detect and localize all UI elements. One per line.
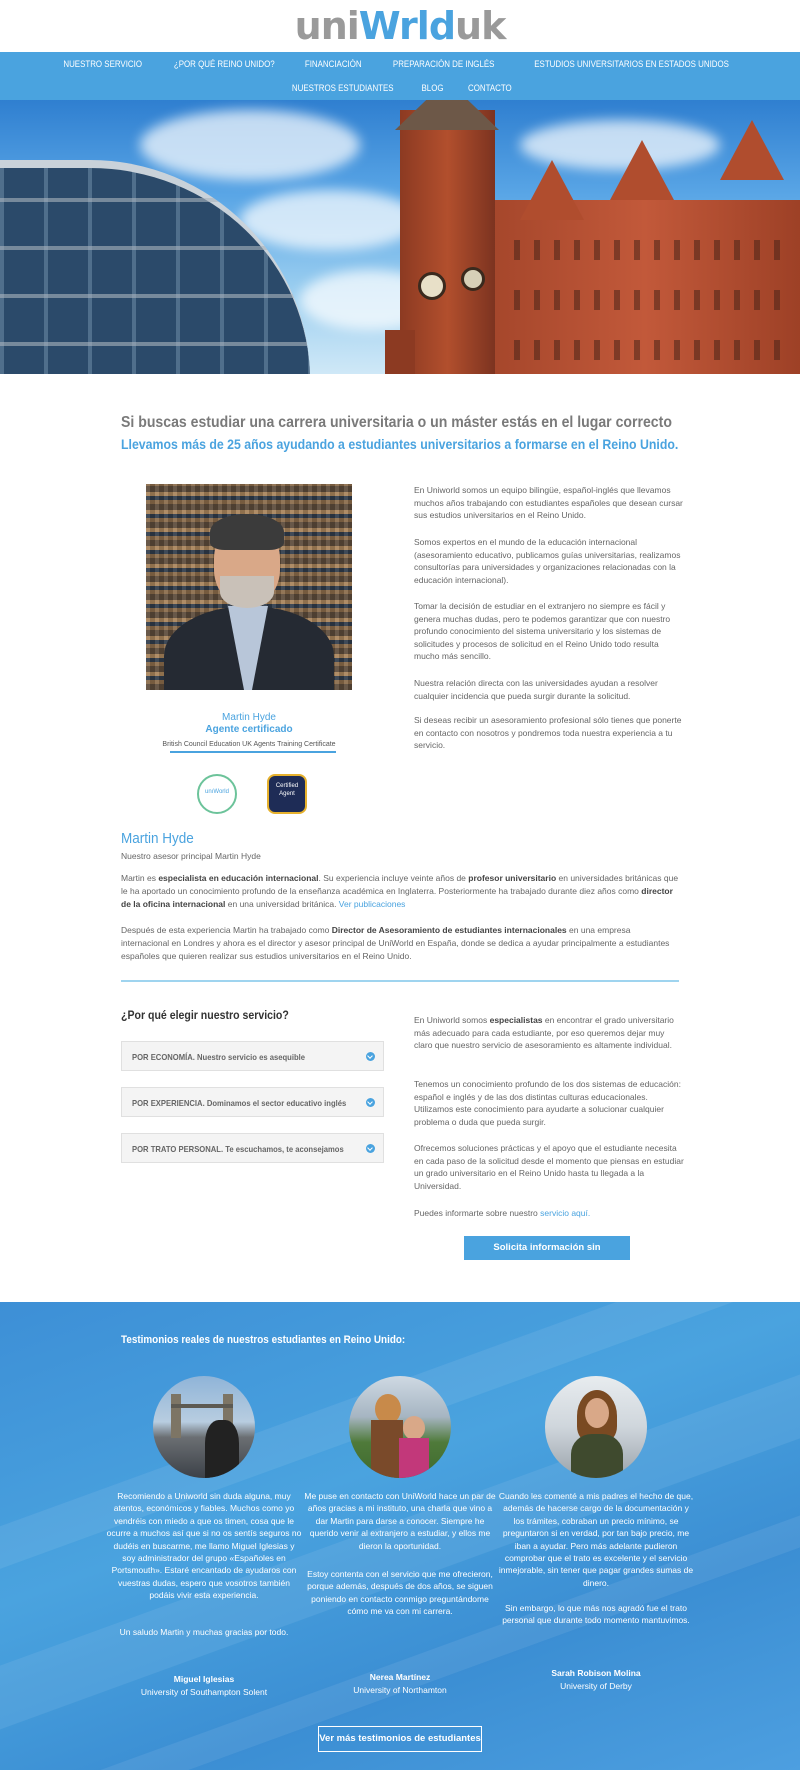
testimonials-section	[0, 1302, 800, 1770]
chevron-down-icon	[366, 1098, 375, 1107]
martin-subtitle: Nuestro asesor principal Martin Hyde	[121, 851, 261, 861]
nav-nuestro-servicio[interactable]: NUESTRO SERVICIO	[62, 59, 142, 69]
testimonial-photo-3	[545, 1376, 647, 1478]
nav-estudios-estados-unidos[interactable]: ESTUDIOS UNIVERSITARIOS EN ESTADOS UNIDOS	[534, 59, 730, 69]
accordion-experiencia[interactable]: POR EXPERIENCIA. Dominamos el sector educativo inglés	[121, 1087, 384, 1117]
testimonial-text-1: Recomiendo a Uniworld sin duda alguna, muy atentos, económicos y fiables. Muchos como yo vendréis con miedo a que os timen, cosa que le ocurre a muchos así que si no os sentís seguros no dudéis en buscarme, me llamo Miguel Iglesias y soy administrador del grupo «Españoles en Portsmouth». Estaré encantado de ayudaros con vuestras dudas, espero que vosotros también podáis vivir esta experiencia.	[106, 1491, 302, 1601]
certified-agent-badge-icon: Certified Agent	[267, 774, 307, 814]
martin-bio-1: Martin es especialista en educación internacional. Su experiencia incluye veinte años de profesor universitario en universidades británicas que le ha aportado un conocimiento profundo de la enseñanza académica en Inglaterra. Posteriormente ha trabajado durante diez años como director de la oficina internacional en una universidad británica. Ver publicaciones	[121, 873, 679, 909]
nav-por-que-reino-unido[interactable]: ¿POR QUÉ REINO UNIDO?	[173, 59, 275, 69]
ver-publicaciones-link[interactable]: Ver publicaciones	[338, 899, 406, 909]
testimonial-text-3: Cuando les comenté a mis padres el hecho de que, además de hacerse cargo de la documentación y los trámites, cobraban un precio mínimo, se preguntaron si en verdad, por tan bajo precio, me iban a ayudar. Pero más adelante pudieron comprobar que el trato es excelente y el servicio inmejorable, sin tener que pagar grandes sumas de dinero.	[498, 1491, 694, 1588]
site-header	[0, 0, 800, 52]
testimonial-text-1b: Un saludo Martin y muchas gracias por todo.	[119, 1627, 289, 1637]
about-p5: Si deseas recibir un asesoramiento profesional sólo tienes que ponerte en contacto con nosotros y pondremos toda nuestra experiencia a tu servicio.	[414, 715, 682, 751]
chevron-down-icon	[366, 1144, 375, 1153]
about-p4: Nuestra relación directa con las universidades ayudan a resolver cualquier incidencia que pueda surgir durante la solicitud.	[414, 678, 658, 701]
about-p2: Somos expertos en el mundo de la educación internacional (asesoramiento educativo, publicamos guías universitarias, realizamos consultorías para universidades y organizaciones relacionadas con la educación internacional).	[414, 537, 681, 585]
accordion-economia[interactable]: POR ECONOMÍA. Nuestro servicio es asequible	[121, 1041, 384, 1071]
nav-blog[interactable]: BLOG	[421, 83, 444, 93]
testimonial-uni-3: University of Derby	[560, 1681, 632, 1691]
nav-contacto[interactable]: CONTACTO	[468, 83, 513, 93]
testimonial-name-1: Miguel Iglesias	[173, 1674, 235, 1684]
testimonial-photo-1	[153, 1376, 255, 1478]
nav-financiacion[interactable]: FINANCIACIÓN	[305, 59, 363, 69]
profile-certificate: British Council Education UK Agents Training Certificate	[162, 741, 336, 748]
martin-bio-2: Después de esta experiencia Martin ha trabajado como Director de Asesoramiento de estudiantes internacionales en una empresa internacional en Londres y ahora es el director y asesor principal de UniWorld en España, donde se dedica a ayudar principalmente a estudiantes españoles que quieren realizar sus estudios universitarios en el Reino Unido.	[121, 925, 670, 961]
about-p3: Tomar la decisión de estudiar en el extranjero no siempre es fácil y genera muchas dudas, pero te podemos garantizar que con nuestro profundo conocimiento del sistema universitario y los sistemas de solicitudes y procesos de solicitud en el Reino Unido todo resulta mucho más sencillo.	[414, 601, 671, 662]
testimonial-text-3b: Sin embargo, lo que más nos agradó fue el trato personal que durante todo momento mantuvimos.	[502, 1603, 690, 1626]
ver-mas-testimonios-button[interactable]: Ver más testimonios de estudiantes	[318, 1726, 482, 1752]
nav-row-2	[0, 82, 800, 94]
intro-title: Si buscas estudiar una carrera universitaria o un máster estás en el lugar correcto	[121, 414, 672, 431]
why-p4: Puedes informarte sobre nuestro servicio aquí.	[414, 1208, 591, 1218]
testimonials-title: Testimonios reales de nuestros estudiantes en Reino Unido:	[121, 1334, 406, 1346]
martin-heading: Martin Hyde	[121, 830, 194, 847]
testimonial-text-2: Me puse en contacto con UniWorld hace un par de años gracias a mi instituto, una charla que vino a dar Martin para darse a conocer. Siempre he querido venir al extranjero a estudiar, y ellos me dieron la oportunidad.	[304, 1491, 496, 1551]
site-logo[interactable]: uniWrlduk	[294, 4, 506, 48]
about-p1: En Uniworld somos un equipo bilingüe, español-inglés que llevamos muchos años trabajando con estudiantes españoles que desean cursar sus estudios universitarios en el Reino Unido.	[414, 485, 683, 521]
testimonial-uni-1: University of Southampton Solent	[140, 1687, 268, 1697]
testimonial-name-2: Nerea Martínez	[369, 1672, 431, 1682]
why-p2: Tenemos un conocimiento profundo de los dos sistemas de educación: español e inglés y de las dos distintas culturas educacionales. Utilizamos este conocimiento para ayudarte a solucionar cualquier problema o duda que pueda surgir.	[414, 1079, 681, 1127]
profile-role: Agente certificado	[205, 724, 293, 735]
testimonial-text-2b: Estoy contenta con el servicio que me ofrecieron, porque además, después de dos años, se siguen poniendo en contacto conmigo preguntándome cómo me va con mi carrera.	[307, 1569, 493, 1617]
testimonial-uni-2: University of Northamton	[353, 1685, 447, 1695]
clock-icon	[418, 272, 446, 300]
caption-divider	[170, 751, 336, 753]
nav-preparacion-ingles[interactable]: PREPARACIÓN DE INGLÉS	[392, 59, 495, 69]
nav-nuestros-estudiantes[interactable]: NUESTROS ESTUDIANTES	[291, 83, 394, 93]
hero-image	[0, 100, 800, 374]
chevron-down-icon	[366, 1052, 375, 1061]
testimonial-name-3: Sarah Robison Molina	[551, 1668, 641, 1678]
section-divider	[121, 980, 679, 982]
intro-subtitle: Llevamos más de 25 años ayudando a estudiantes universitarios a formarse en el Reino Unido.	[121, 436, 679, 452]
qualifications-badge-icon: unıWorld	[197, 774, 237, 814]
solicita-informacion-button[interactable]: Solicita información sin compromiso	[464, 1236, 630, 1260]
servicio-aqui-link[interactable]: servicio aquí.	[540, 1208, 591, 1218]
nav-row-1	[0, 58, 800, 70]
why-p3: Ofrecemos soluciones prácticas y el apoyo que el estudiante necesita en cada paso de la solicitud desde el momento que piensas en estudiar un grado universitario en el Reino Unido hasta tu llegada a la Universidad.	[414, 1143, 684, 1191]
accordion-trato-personal[interactable]: POR TRATO PERSONAL. Te escuchamos, te aconsejamos	[121, 1133, 384, 1163]
why-p1: En Uniworld somos especialistas en encontrar el grado universitario más adecuado para cada estudiante, por eso queremos dejar muy claro que nuestro servicio de asesoramiento es altamente individual.	[414, 1015, 674, 1051]
globe-icon: W	[358, 4, 400, 48]
main-nav	[0, 52, 800, 100]
testimonial-photo-2	[349, 1376, 451, 1478]
profile-name: Martin Hyde	[222, 712, 276, 723]
why-title: ¿Por qué elegir nuestro servicio?	[121, 1008, 289, 1022]
martin-hyde-photo	[146, 484, 352, 690]
